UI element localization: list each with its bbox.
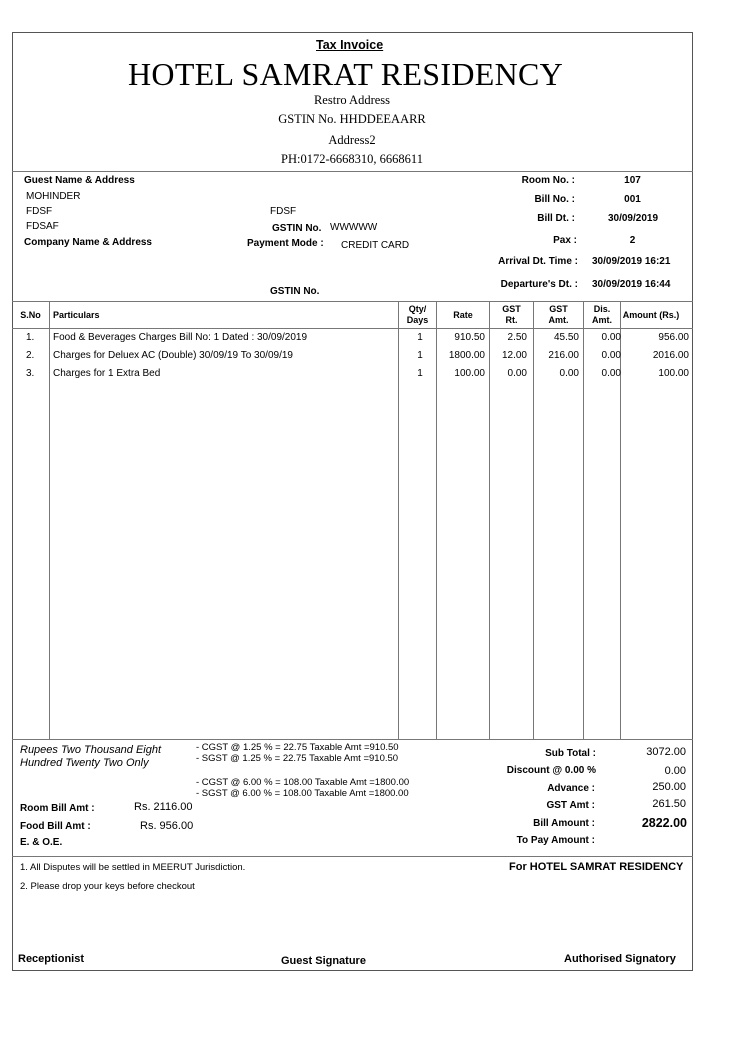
advance-value: 250.00 [652, 781, 686, 793]
amount-in-words-line2: Hundred Twenty Two Only [20, 757, 149, 769]
cell-gst-amt: 45.50 [553, 332, 579, 343]
col-sep [398, 301, 399, 739]
hotel-address: Restro Address [313, 93, 391, 107]
header-amount: Amount (Rs.) [622, 310, 680, 320]
table-header-border [12, 328, 693, 329]
cell-gst-amt: 0.00 [559, 368, 579, 379]
cell-amount: 2016.00 [652, 350, 689, 361]
divider [12, 171, 693, 172]
tax-line: - CGST @ 6.00 % = 108.00 Taxable Amt =1800.00 [196, 777, 410, 788]
col-sep [49, 301, 50, 739]
arrival-value: 30/09/2019 16:21 [592, 256, 671, 267]
authorised-signatory-label: Authorised Signatory [564, 953, 676, 965]
col-sep [583, 301, 584, 739]
doc-title: Tax Invoice [316, 38, 384, 52]
room-no-label: Room No. : [521, 175, 575, 186]
bill-amount-value: 2822.00 [641, 816, 687, 830]
cell-sno: 3. [26, 368, 35, 379]
subtotal-value: 3072.00 [646, 746, 686, 758]
header-gst-rate-line1: GST [502, 304, 521, 314]
bill-no-value: 001 [624, 194, 641, 205]
cell-qty: 1 [417, 368, 423, 379]
note-keys: 2. Please drop your keys before checkout [20, 881, 195, 892]
pax-value: 2 [629, 235, 636, 246]
table-top-border [12, 301, 693, 302]
cell-dis: 0.00 [601, 368, 621, 379]
header-sno: S.No [20, 310, 41, 320]
company-gstin-label: GSTIN No. [270, 286, 320, 297]
tax-line: - SGST @ 6.00 % = 108.00 Taxable Amt =1800.00 [196, 788, 409, 799]
gst-amt-value: 261.50 [652, 798, 686, 810]
discount-value: 0.00 [664, 765, 686, 777]
cell-qty: 1 [417, 332, 423, 343]
header-particulars: Particulars [53, 310, 100, 320]
bill-date-value: 30/09/2019 [607, 213, 659, 224]
bill-date-label: Bill Dt. : [537, 213, 575, 224]
col-sep [489, 301, 490, 739]
guest-signature-label: Guest Signature [281, 955, 366, 967]
cell-sno: 2. [26, 350, 35, 361]
table-bottom-border [12, 739, 693, 740]
header-gst-rate-line2: Rt. [505, 315, 518, 325]
advance-label: Advance : [547, 783, 595, 794]
food-bill-value: Rs. 956.00 [140, 820, 194, 832]
header-qty-line2: Days [406, 315, 429, 325]
col-sep [436, 301, 437, 739]
hotel-gstin: GSTIN No. HHDDEEAARR [278, 112, 426, 126]
header-qty-line1: Qty/ [408, 304, 427, 314]
cell-dis: 0.00 [601, 332, 621, 343]
header-dis-line1: Dis. [593, 304, 611, 314]
divider [12, 856, 693, 857]
gst-amt-label: GST Amt : [546, 800, 595, 811]
hotel-address2: Address2 [328, 133, 376, 147]
header-rate: Rate [453, 310, 473, 320]
tax-line: - SGST @ 1.25 % = 22.75 Taxable Amt =910.50 [196, 753, 399, 764]
departure-value: 30/09/2019 16:44 [592, 279, 671, 290]
hotel-phone: PH:0172-6668310, 6668611 [281, 152, 423, 166]
for-hotel: For HOTEL SAMRAT RESIDENCY [509, 861, 684, 873]
arrival-label: Arrival Dt. Time : [498, 256, 578, 267]
note-jurisdiction: 1. All Disputes will be settled in MEERUT Jurisdiction. [20, 862, 246, 873]
discount-label: Discount @ 0.00 % [506, 765, 596, 776]
cell-rate: 910.50 [454, 332, 485, 343]
hotel-name: HOTEL SAMRAT RESIDENCY [128, 56, 564, 92]
guest-name: MOHINDER [26, 191, 81, 202]
guest-gstin-value: WWWWW [330, 222, 378, 233]
cell-gst-amt: 216.00 [548, 350, 579, 361]
cell-particulars: Charges for 1 Extra Bed [53, 368, 161, 379]
tax-line: - CGST @ 1.25 % = 22.75 Taxable Amt =910.50 [196, 742, 399, 753]
header-gst-amt-line2: Amt. [548, 315, 569, 325]
cell-amount: 956.00 [658, 332, 689, 343]
guest-gstin-label: GSTIN No. [272, 223, 322, 234]
bill-no-label: Bill No. : [534, 194, 575, 205]
cell-gst-rate: 0.00 [507, 368, 527, 379]
guest-address-line2: FDSAF [26, 221, 59, 232]
cell-rate: 1800.00 [448, 350, 485, 361]
bill-amount-label: Bill Amount : [533, 818, 595, 829]
pax-label: Pax : [553, 235, 577, 246]
guest-address-line1: FDSF [26, 206, 53, 217]
cell-amount: 100.00 [658, 368, 689, 379]
header-gst-amt-line1: GST [549, 304, 568, 314]
departure-label: Departure's Dt. : [500, 279, 578, 290]
food-bill-label: Food Bill Amt : [20, 821, 91, 832]
room-bill-label: Room Bill Amt : [20, 803, 95, 814]
col-sep [620, 301, 621, 739]
payment-mode-label: Payment Mode : [247, 238, 324, 249]
cell-particulars: Charges for Deluex AC (Double) 30/09/19 To 30/09/19 [53, 350, 293, 361]
room-no-value: 107 [624, 175, 641, 186]
cell-gst-rate: 12.00 [501, 350, 527, 361]
invoice-border [12, 32, 693, 971]
cell-gst-rate: 2.50 [507, 332, 527, 343]
subtotal-label: Sub Total : [545, 748, 596, 759]
payment-mode-value: CREDIT CARD [341, 240, 410, 251]
cell-rate: 100.00 [454, 368, 485, 379]
to-pay-label: To Pay Amount : [516, 835, 595, 846]
cell-particulars: Food & Beverages Charges Bill No: 1 Dated : 30/09/2019 [53, 332, 308, 343]
room-bill-value: Rs. 2116.00 [134, 801, 193, 813]
col-sep [533, 301, 534, 739]
header-dis-line2: Amt. [592, 315, 612, 325]
company-label: Company Name & Address [24, 237, 152, 248]
receptionist-label: Receptionist [18, 953, 85, 965]
amount-in-words-line1: Rupees Two Thousand Eight [20, 744, 162, 756]
cell-sno: 1. [26, 332, 35, 343]
cell-qty: 1 [417, 350, 423, 361]
guest-address-right: FDSF [270, 206, 297, 217]
guest-name-label: Guest Name & Address [24, 175, 135, 186]
cell-dis: 0.00 [601, 350, 621, 361]
eoe-label: E. & O.E. [20, 837, 63, 848]
